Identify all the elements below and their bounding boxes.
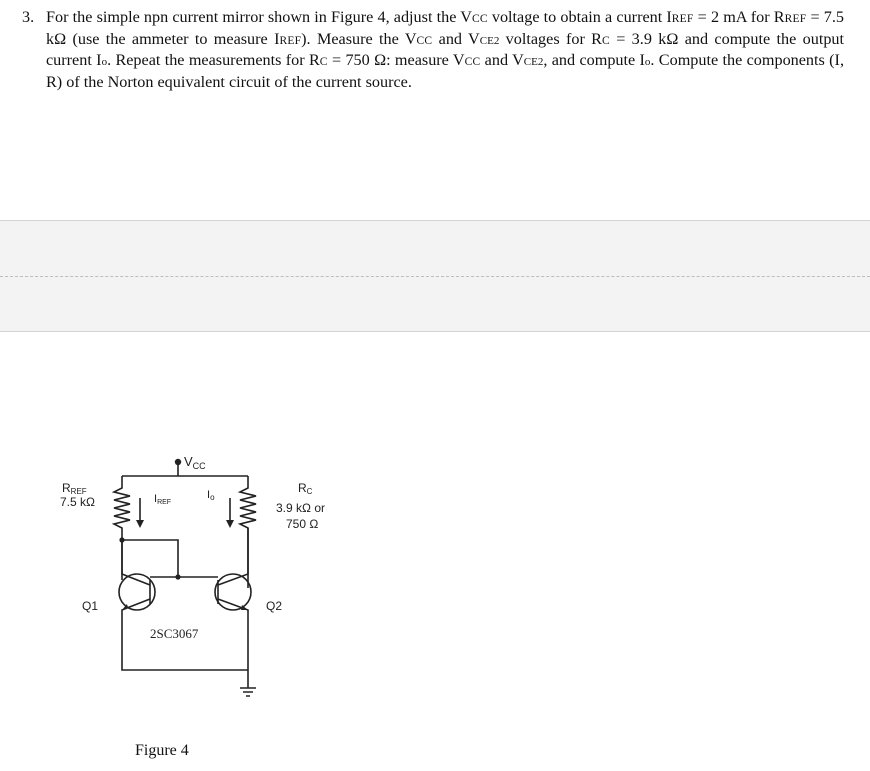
text-run: For the simple npn current mirror shown in Figure 4, adjust the V (46, 8, 472, 26)
text-run: . Compute the components (I, R) of the Norton equivalent circuit of the current source. (46, 51, 844, 91)
answer-area-bottom (0, 277, 870, 332)
rref-name-label: RREF (62, 481, 87, 496)
text-run: = 3.9 kΩ and compute the output current I (46, 29, 845, 70)
subscript: CC (416, 34, 433, 47)
iref-label: IREF (154, 493, 172, 506)
subscript: o (644, 56, 651, 69)
text-run: = 750 Ω: measure V (327, 51, 465, 70)
subscript: CE2 (523, 56, 544, 69)
subscript: REF (671, 13, 694, 25)
subscript: CE2 (479, 34, 500, 47)
q2-label: Q2 (266, 599, 283, 613)
vcc-terminal-dot (175, 459, 181, 465)
figure-caption: Figure 4 (135, 742, 189, 759)
text-run: , and compute I (543, 51, 645, 70)
rc-name-label: RC (298, 481, 313, 496)
text-run: . Repeat the measurements for R (107, 51, 320, 70)
subscript: C (319, 56, 328, 69)
iref-arrow-head (136, 520, 144, 528)
answer-area-top (0, 220, 870, 277)
q1-label: Q1 (82, 599, 99, 613)
q1-diode-wire (122, 540, 178, 577)
subscript: C (601, 34, 610, 47)
subscript: REF (784, 13, 807, 25)
text-run: and V (432, 29, 480, 48)
subscript: CC (464, 56, 481, 69)
part-number-label: 2SC3067 (150, 626, 199, 641)
text-run: = 2 mA for R (693, 8, 785, 26)
vcc-label: $V_{CC}$ (184, 454, 206, 471)
rc-value-label-2: 750 Ω (286, 517, 319, 531)
text-run: voltages for R (499, 29, 602, 48)
text-run: ). Measure the V (301, 29, 417, 48)
text-run: = 7.5 kΩ (use the ammeter to measure I (46, 8, 844, 48)
rref-value-label: 7.5 kΩ (60, 495, 95, 509)
text-run: and V (480, 51, 524, 70)
subscript: o (101, 56, 108, 69)
rc-value-label-1: 3.9 kΩ or (276, 501, 325, 515)
base-node (175, 574, 180, 579)
problem-text (46, 8, 844, 92)
q1-collector-node (119, 537, 124, 542)
text-run: voltage to obtain a current I (487, 8, 672, 26)
subscript: CC (471, 13, 488, 25)
ground-loop (122, 617, 248, 670)
io-arrow-head (226, 520, 234, 528)
subscript: REF (279, 34, 302, 47)
problem-number: 3. (22, 8, 35, 26)
io-label: Io (207, 489, 215, 502)
ground-symbol (240, 688, 256, 696)
problem-statement (22, 8, 844, 92)
current-mirror-schematic (0, 440, 400, 740)
